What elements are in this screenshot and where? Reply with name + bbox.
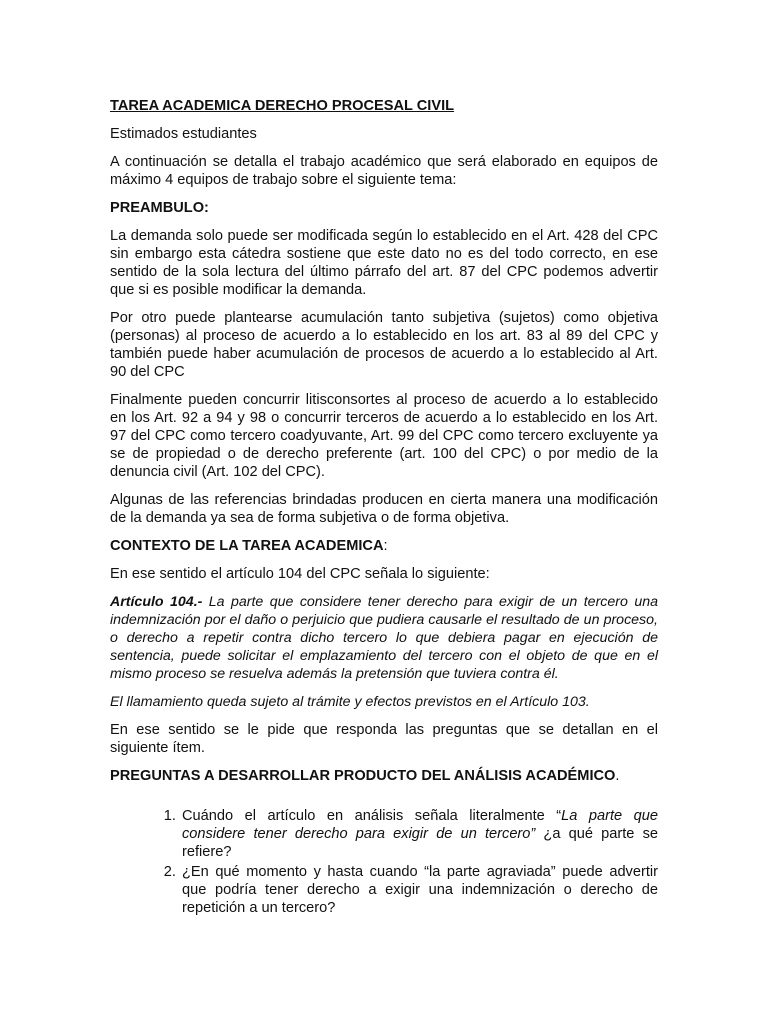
- article-quote: [110, 593, 658, 683]
- preguntas-heading-line: [110, 767, 658, 785]
- question-text: ¿En qué momento y hasta cuando “la parte agraviada” puede advertir que podría tener derecho a exigir una indemnización o derecho de repetición a un tercero?: [182, 864, 658, 916]
- question-text-end: ¿a qué parte se refiere?: [182, 826, 658, 860]
- request-paragraph: En ese sentido se le pide que responda las preguntas que se detallan en el siguiente ítem.: [110, 722, 658, 756]
- contexto-intro: En ese sentido el artículo 104 del CPC señala lo siguiente:: [110, 566, 490, 582]
- body-paragraph: Por otro puede plantearse acumulación tanto subjetiva (sujetos) como objetiva (personas) al proceso de acuerdo a lo establecido en los art. 83 al 89 del CPC y también puede haber acumulación de procesos de acuerdo a lo establecido al Art. 90 del CPC: [110, 310, 658, 380]
- intro-paragraph: A continuación se detalla el trabajo académico que será elaborado en equipos de máximo 4 equipos de trabajo sobre el siguiente tema:: [110, 154, 658, 188]
- contexto-heading: CONTEXTO DE LA TAREA ACADEMICA: [110, 538, 384, 554]
- body-paragraph: La demanda solo puede ser modificada según lo establecido en el Art. 428 del CPC sin embargo esta cátedra sostiene que este dato no es del todo correcto, en ese sentido de la sola lectura del último párrafo del art. 87 del CPC podemos advertir que si es posible modificar la demanda.: [110, 228, 658, 298]
- body-paragraph: Algunas de las referencias brindadas producen en cierta manera una modificación de la demanda ya sea de forma subjetiva o de forma objetiva.: [110, 492, 658, 526]
- question-text: Cuándo el artículo en análisis señala literalmente “: [182, 808, 562, 824]
- question-quote: La parte que considere tener derecho para exigir de un tercero”: [182, 808, 658, 842]
- contexto-heading-line: [110, 537, 658, 555]
- body-paragraph: Finalmente pueden concurrir litisconsortes al proceso de acuerdo a lo establecido en los Art. 92 a 94 y 98 o concurrir terceros de acuerdo a lo establecido en los Art. 97 del CPC como tercero coadyuvante, Art. 99 del CPC como tercero excluyente ya se de propiedad o de derecho preferente (art. 100 del CPC) o por medio de la denuncia civil (Art. 102 del CPC).: [110, 392, 658, 480]
- article-lead: Artículo 104.-: [110, 594, 203, 610]
- list-item: [180, 863, 658, 917]
- greeting: Estimados estudiantes: [110, 126, 257, 142]
- preguntas-period: .: [615, 768, 620, 784]
- document-title: TAREA ACADEMICA DERECHO PROCESAL CIVIL: [110, 98, 455, 114]
- questions-list: [110, 807, 658, 917]
- list-item: [180, 807, 658, 861]
- article-text: La parte que considere tener derecho para exigir de un tercero una indemnización por el daño o perjuicio que pudiera causarle el resultado de un proceso, o derecho a repetir contra dicho tercero lo que debiera pagar en ejecución de sentencia, puede solicitar el emplazamiento del tercero con el objeto de que en el mismo proceso se resuelva además la pretensión que tuviera contra él.: [110, 594, 658, 682]
- preambulo-heading: PREAMBULO:: [110, 200, 209, 216]
- preguntas-heading: PREGUNTAS A DESARROLLAR PRODUCTO DEL ANÁLISIS ACADÉMICO: [110, 768, 616, 784]
- contexto-colon: :: [383, 538, 388, 554]
- article-note: El llamamiento queda sujeto al trámite y efectos previstos en el Artículo 103.: [110, 694, 590, 710]
